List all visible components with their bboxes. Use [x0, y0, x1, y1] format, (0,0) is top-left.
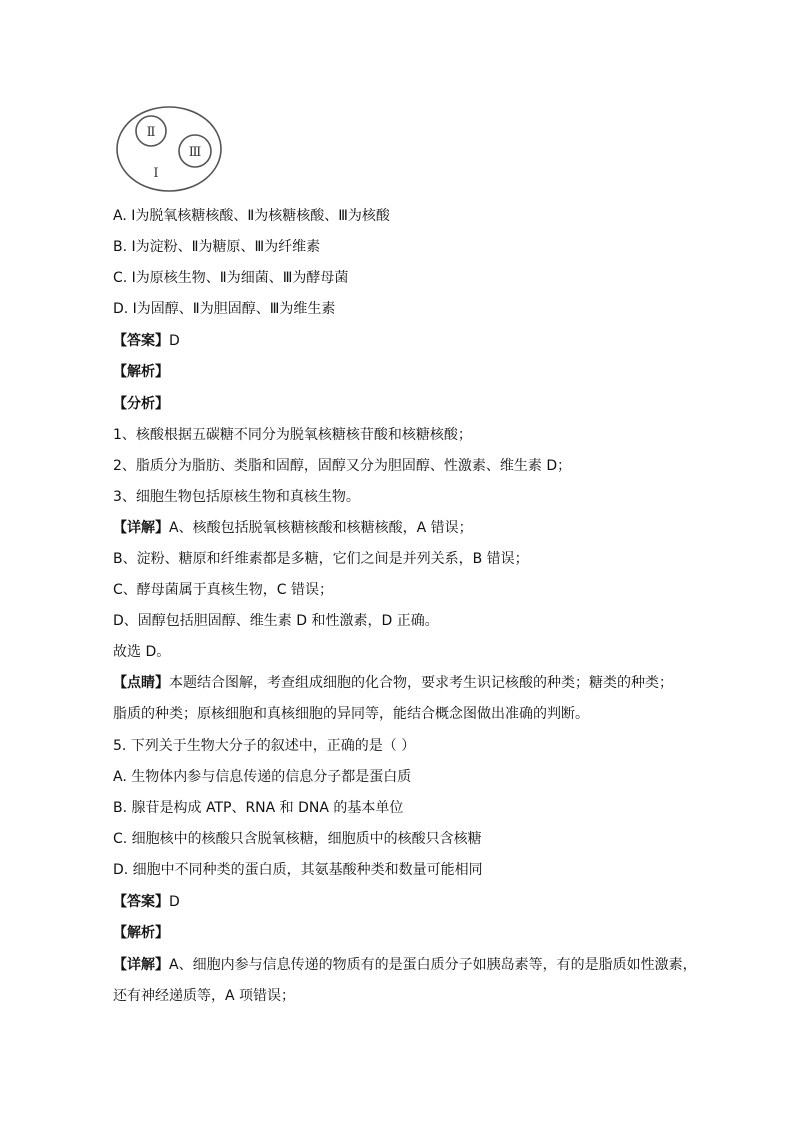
text-line [113, 519, 473, 537]
line-text: 3、细胞生物包括原核生物和真核生物。 [113, 489, 360, 505]
text-line [113, 861, 483, 879]
text-line [113, 395, 169, 413]
line-text: A. Ⅰ为脱氧核糖核酸、Ⅱ为核糖核酸、Ⅲ为核酸 [113, 208, 390, 224]
line-text: 还有神经递质等，A 项错误； [113, 988, 296, 1004]
text-line [113, 457, 571, 475]
section-label: 【详解】 [113, 520, 169, 536]
text-line [113, 332, 180, 350]
line-text: 1、核酸根据五碳糖不同分为脱氧核糖核苷酸和核糖核酸； [113, 427, 472, 443]
section-label: 【解析】 [113, 364, 169, 380]
section-label: 【答案】 [113, 894, 169, 910]
line-text: D、固醇包括胆固醇、维生素 D 和性激素，D 正确。 [113, 613, 439, 629]
line-text: 5. 下列关于生物大分子的叙述中，正确的是（ ） [113, 738, 416, 754]
line-text: D [169, 333, 180, 349]
text-line [113, 705, 589, 723]
text-line [113, 612, 439, 630]
concept-diagram [113, 103, 225, 195]
line-text: D. 细胞中不同种类的蛋白质，其氨基酸种类和数量可能相同 [113, 862, 483, 878]
line-text: B. 腺苷是构成 ATP、RNA 和 DNA 的基本单位 [113, 800, 404, 816]
line-text: D. Ⅰ为固醇、Ⅱ为胆固醇、Ⅲ为维生素 [113, 301, 336, 317]
line-text: 脂质的种类；原核细胞和真核细胞的异同等，能结合概念图做出准确的判断。 [113, 706, 589, 722]
text-line [113, 207, 390, 225]
label-I: Ⅰ [153, 166, 159, 181]
line-text: B. Ⅰ为淀粉、Ⅱ为糖原、Ⅲ为纤维素 [113, 239, 321, 255]
text-line [113, 737, 415, 755]
text-line [113, 893, 180, 911]
text-line [113, 956, 697, 974]
line-text: C、酵母菌属于真核生物，C 错误； [113, 582, 334, 598]
text-line [113, 799, 403, 817]
text-line [113, 426, 472, 444]
text-line [113, 674, 673, 692]
line-text: 本题结合图解，考查组成细胞的化合物，要求考生识记核酸的种类；糖类的种类； [169, 675, 673, 691]
text-line [113, 830, 482, 848]
line-text: A、细胞内参与信息传递的物质有的是蛋白质分子如胰岛素等，有的是脂质如性激素， [169, 957, 697, 973]
text-line [113, 488, 360, 506]
text-line [113, 363, 169, 381]
line-text: D [169, 894, 180, 910]
line-text: C. 细胞核中的核酸只含脱氧核糖，细胞质中的核酸只含核糖 [113, 831, 482, 847]
text-line [113, 924, 169, 942]
line-text: 故选 D。 [113, 644, 171, 660]
text-line [113, 238, 320, 256]
line-text: B、淀粉、糖原和纤维素都是多糖，它们之间是并列关系，B 错误； [113, 551, 529, 567]
text-line [113, 768, 411, 786]
section-label: 【解析】 [113, 925, 169, 941]
line-text: C. Ⅰ为原核生物、Ⅱ为细菌、Ⅲ为酵母菌 [113, 270, 349, 286]
line-text: A、核酸包括脱氧核糖核酸和核糖核酸，A 错误； [169, 520, 473, 536]
line-text: 2、脂质分为脂肪、类脂和固醇，固醇又分为胆固醇、性激素、维生素 D； [113, 458, 572, 474]
text-line [113, 269, 348, 287]
section-label: 【详解】 [113, 957, 169, 973]
text-line [113, 300, 335, 318]
label-II: Ⅱ [146, 125, 156, 140]
section-label: 【分析】 [113, 396, 169, 412]
text-line [113, 550, 529, 568]
line-text: A. 生物体内参与信息传递的信息分子都是蛋白质 [113, 769, 412, 785]
text-line [113, 643, 170, 661]
text-line [113, 987, 295, 1005]
text-line [113, 581, 333, 599]
section-label: 【点睛】 [113, 675, 169, 691]
outer-circle [117, 107, 221, 191]
section-label: 【答案】 [113, 333, 169, 349]
label-III: Ⅲ [188, 145, 202, 160]
